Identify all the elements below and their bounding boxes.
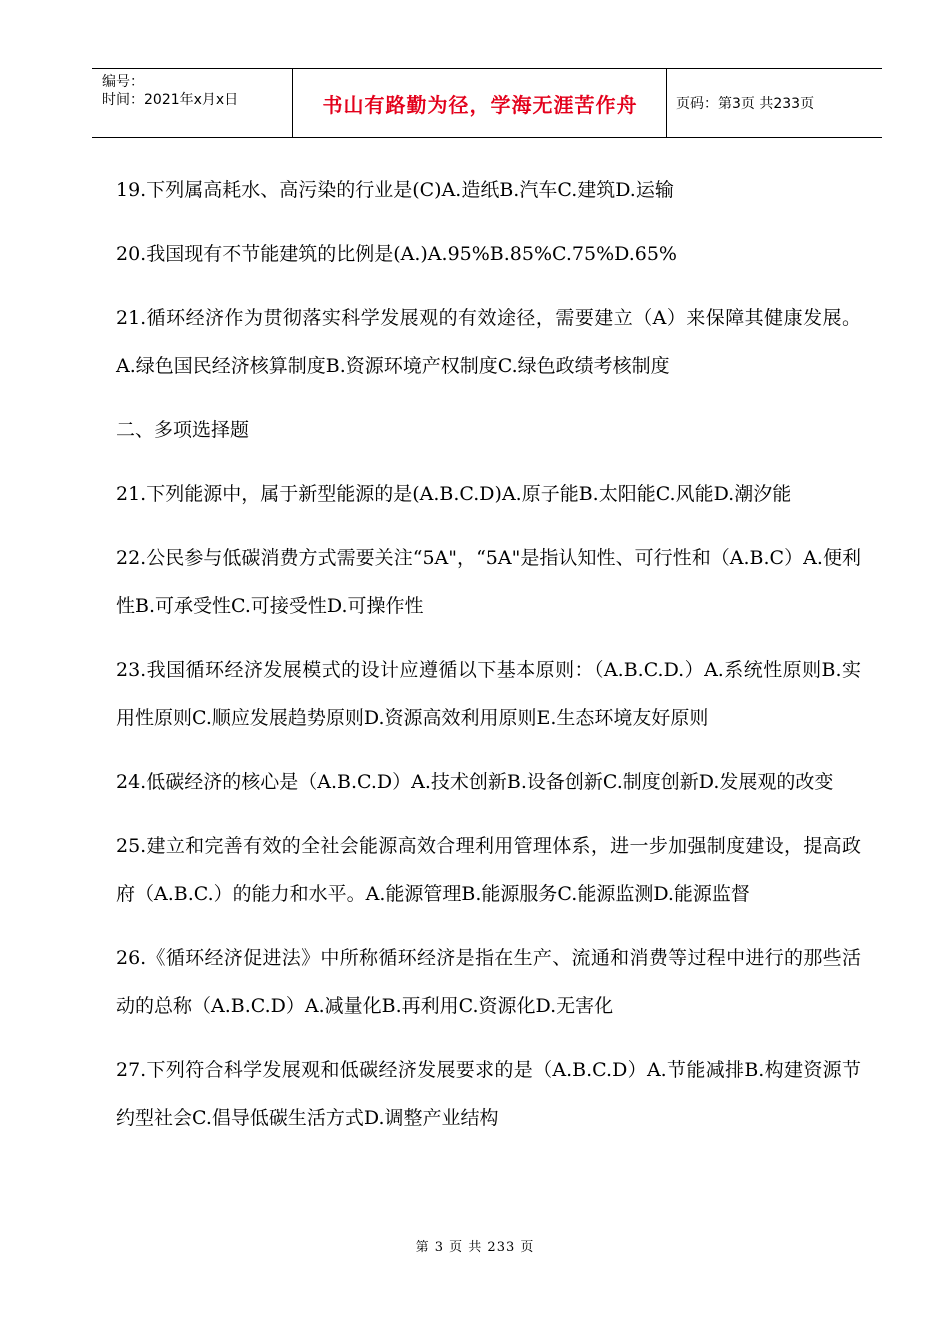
document-time-label: 时间：2021年x月x日 xyxy=(102,92,239,108)
header-divider xyxy=(666,69,667,137)
question-21-multi: 21.下列能源中，属于新型能源的是(A.B.C.D)A.原子能B.太阳能C.风能D.潮汐能 xyxy=(116,483,792,505)
header-motto: 书山有路勤为径，学海无涯苦作舟 xyxy=(322,92,638,117)
document-header xyxy=(92,68,882,138)
question-23: 23.我国循环经济发展模式的设计应遵循以下基本原则：（A.B.C.D.）A.系统性原则B.实用性原则C.顺应发展趋势原则D.资源高效利用原则E.生态环境友好原则 xyxy=(116,659,861,729)
question-26: 26.《循环经济促进法》中所称循环经济是指在生产、流通和消费等过程中进行的那些活动的总称（A.B.C.D）A.减量化B.再利用C.资源化D.无害化 xyxy=(116,947,861,1017)
header-page-info: 页码：第3页 共233页 xyxy=(676,96,815,112)
question-20: 20.我国现有不节能建筑的比例是(A.)A.95%B.85%C.75%D.65% xyxy=(116,243,677,265)
document-number-label: 编号： xyxy=(102,74,144,90)
question-24: 24.低碳经济的核心是（A.B.C.D）A.技术创新B.设备创新C.制度创新D.发展观的改变 xyxy=(116,771,834,793)
question-19: 19.下列属高耗水、高污染的行业是(C)A.造纸B.汽车C.建筑D.运输 xyxy=(116,179,674,201)
question-27: 27.下列符合科学发展观和低碳经济发展要求的是（A.B.C.D）A.节能减排B.构建资源节约型社会C.倡导低碳生活方式D.调整产业结构 xyxy=(116,1059,861,1129)
header-meta xyxy=(102,73,292,109)
section-heading: 二、多项选择题 xyxy=(116,419,250,441)
page-footer: 第 3 页 共 233 页 xyxy=(415,1240,535,1255)
header-divider xyxy=(292,69,293,137)
question-21: 21.循环经济作为贯彻落实科学发展观的有效途径，需要建立（A）来保障其健康发展。A.绿色国民经济核算制度B.资源环境产权制度C.绿色政绩考核制度 xyxy=(116,307,861,377)
document-body xyxy=(116,166,861,1158)
question-22: 22.公民参与低碳消费方式需要关注“5A"，“5A"是指认知性、可行性和（A.B.C）A.便利性B.可承受性C.可接受性D.可操作性 xyxy=(116,547,861,617)
question-25: 25.建立和完善有效的全社会能源高效合理利用管理体系，进一步加强制度建设，提高政府（A.B.C.）的能力和水平。A.能源管理B.能源服务C.能源监测D.能源监督 xyxy=(116,835,861,905)
